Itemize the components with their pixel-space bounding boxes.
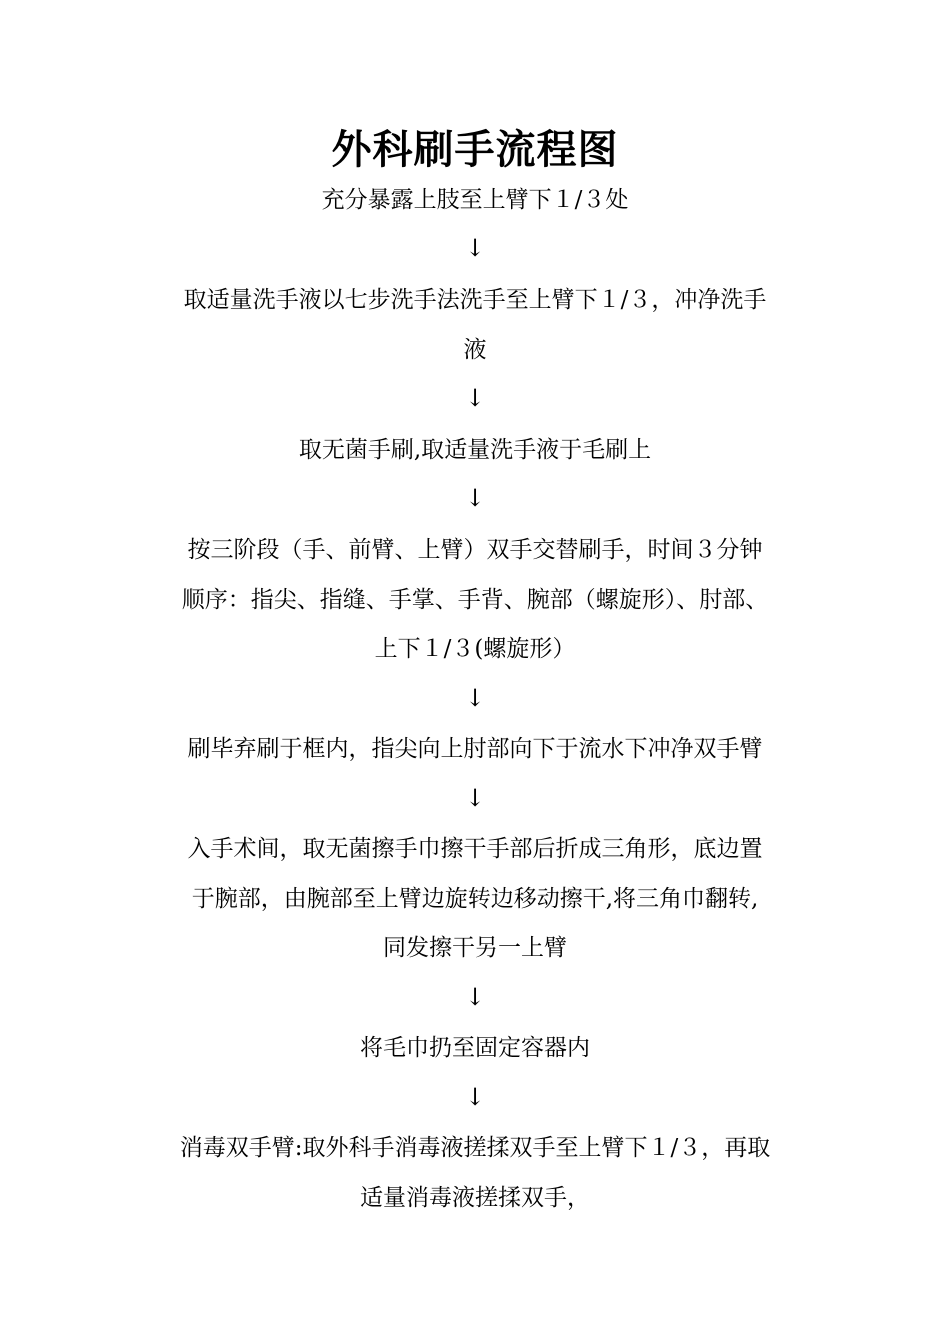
step-6-line-2: 于腕部，由腕部至上臂边旋转边移动擦干,将三角巾翻转, [191, 886, 759, 912]
flow-arrow-6: ↓ [464, 983, 486, 1011]
page-title: 外科刷手流程图 [331, 127, 619, 173]
step-8-line-2: 适量消毒液搓揉双手， [360, 1185, 590, 1211]
flow-arrow-2: ↓ [464, 384, 486, 412]
flow-arrow-1: ↓ [464, 234, 486, 262]
step-4-line-3: 上下１/３(螺旋形） [374, 636, 576, 662]
step-1-line-1: 充分暴露上肢至上臂下１/３处 [321, 187, 629, 213]
step-2-line-1: 取适量洗手液以七步洗手法洗手至上臂下１/３，冲净洗手 [183, 287, 767, 313]
step-5-line-1: 刷毕弃刷于框内，指尖向上肘部向下于流水下冲净双手臂 [187, 736, 763, 762]
step-3-line-1: 取无菌手刷,取适量洗手液于毛刷上 [298, 437, 652, 463]
step-4-line-1: 按三阶段（手、前臂、上臂）双手交替刷手，时间３分钟 [187, 537, 763, 563]
flow-arrow-3: ↓ [464, 484, 486, 512]
step-7-line-1: 将毛巾扔至固定容器内 [360, 1035, 590, 1061]
flow-arrow-4: ↓ [464, 684, 486, 712]
step-8-line-1: 消毒双手臂:取外科手消毒液搓揉双手至上臂下１/３，再取 [179, 1135, 771, 1161]
flow-arrow-7: ↓ [464, 1083, 486, 1111]
step-6-line-1: 入手术间，取无菌擦手巾擦干手部后折成三角形，底边置 [187, 836, 763, 862]
step-6-line-3: 同发擦干另一上臂 [383, 935, 567, 961]
step-2-line-2: 液 [463, 337, 487, 363]
step-4-line-2: 顺序：指尖、指缝、手掌、手背、腕部（螺旋形）、肘部、 [181, 587, 769, 613]
flow-arrow-5: ↓ [464, 784, 486, 812]
